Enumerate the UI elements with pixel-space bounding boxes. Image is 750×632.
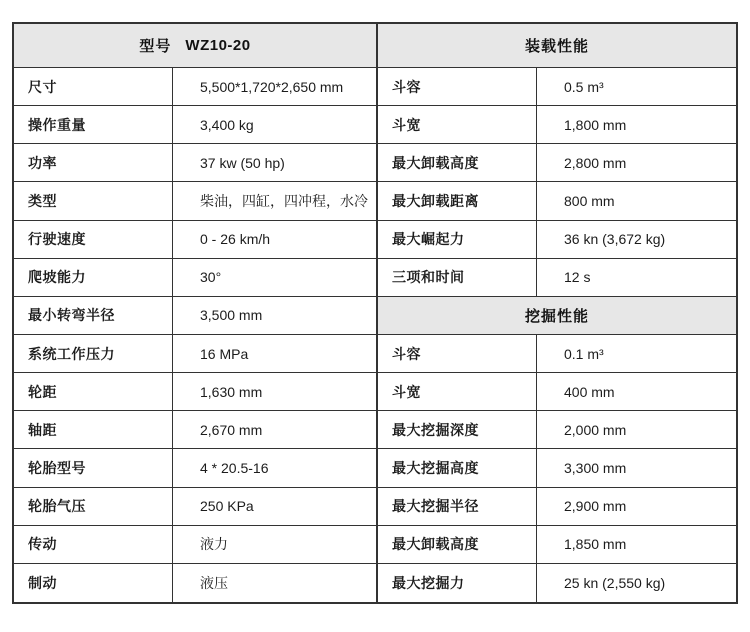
model-label: 型号 — [139, 38, 172, 55]
spec-value: 3,300 mm — [537, 449, 736, 487]
spec-value: 4 * 20.5-16 — [173, 449, 378, 487]
spec-label: 尺寸 — [14, 68, 173, 106]
spec-value: 0.5 m³ — [537, 68, 736, 106]
model-value: WZ10-20 — [185, 37, 251, 54]
spec-value: 3,500 mm — [173, 297, 378, 335]
spec-value: 3,400 kg — [173, 106, 378, 144]
spec-label: 类型 — [14, 182, 173, 220]
spec-value: 5,500*1,720*2,650 mm — [173, 68, 378, 106]
spec-label: 斗容 — [378, 335, 537, 373]
spec-value: 1,850 mm — [537, 526, 736, 564]
spec-label: 行驶速度 — [14, 221, 173, 259]
spec-label: 最大挖掘力 — [378, 564, 537, 602]
spec-label: 最大卸载高度 — [378, 526, 537, 564]
spec-value: 柴油，四缸，四冲程，水冷 — [173, 182, 378, 220]
spec-label: 系统工作压力 — [14, 335, 173, 373]
spec-label: 最大崛起力 — [378, 221, 537, 259]
spec-value: 37 kw (50 hp) — [173, 144, 378, 182]
spec-value: 25 kn (2,550 kg) — [537, 564, 736, 602]
spec-value: 800 mm — [537, 182, 736, 220]
spec-value: 30° — [173, 259, 378, 297]
spec-value: 1,800 mm — [537, 106, 736, 144]
spec-label: 最大卸载高度 — [378, 144, 537, 182]
spec-value: 0.1 m³ — [537, 335, 736, 373]
digging-performance-header: 挖掘性能 — [378, 297, 736, 335]
spec-label: 最大挖掘高度 — [378, 449, 537, 487]
spec-label: 爬坡能力 — [14, 259, 173, 297]
spec-label: 最大挖掘深度 — [378, 411, 537, 449]
spec-label: 轴距 — [14, 411, 173, 449]
spec-value: 250 KPa — [173, 488, 378, 526]
spec-table — [12, 22, 738, 604]
spec-value: 36 kn (3,672 kg) — [537, 221, 736, 259]
spec-value: 2,000 mm — [537, 411, 736, 449]
spec-value: 12 s — [537, 259, 736, 297]
spec-label: 制动 — [14, 564, 173, 602]
spec-label: 操作重量 — [14, 106, 173, 144]
spec-value: 2,800 mm — [537, 144, 736, 182]
loading-performance-header: 装载性能 — [378, 24, 736, 68]
spec-label: 三项和时间 — [378, 259, 537, 297]
model-header — [14, 24, 378, 68]
spec-label: 斗容 — [378, 68, 537, 106]
spec-value: 16 MPa — [173, 335, 378, 373]
spec-label: 功率 — [14, 144, 173, 182]
spec-value: 2,670 mm — [173, 411, 378, 449]
spec-value: 400 mm — [537, 373, 736, 411]
spec-label: 斗宽 — [378, 373, 537, 411]
spec-value: 0 - 26 km/h — [173, 221, 378, 259]
spec-label: 轮胎型号 — [14, 449, 173, 487]
spec-label: 轮胎气压 — [14, 488, 173, 526]
spec-value: 2,900 mm — [537, 488, 736, 526]
spec-label: 传动 — [14, 526, 173, 564]
spec-value: 1,630 mm — [173, 373, 378, 411]
spec-value: 液力 — [173, 526, 378, 564]
spec-label: 最小转弯半径 — [14, 297, 173, 335]
spec-label: 斗宽 — [378, 106, 537, 144]
spec-label: 最大卸载距离 — [378, 182, 537, 220]
spec-label: 最大挖掘半径 — [378, 488, 537, 526]
spec-label: 轮距 — [14, 373, 173, 411]
spec-value: 液压 — [173, 564, 378, 602]
